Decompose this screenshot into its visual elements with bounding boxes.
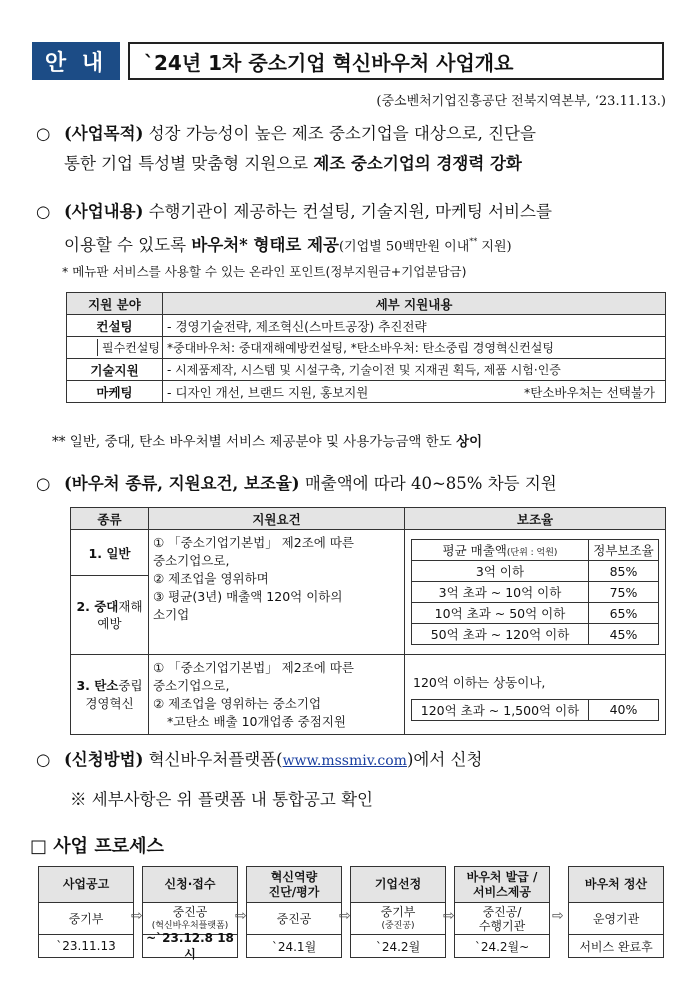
support-header-detail: 세부 지원내용 bbox=[163, 293, 666, 315]
apply-label: (신청방법) bbox=[64, 750, 144, 769]
process-step-agency-text: 중기부 bbox=[380, 904, 416, 919]
support-detail-note: *탄소바우처는 선택불가 bbox=[524, 384, 655, 400]
support-footnote-text: ** 일반, 중대, 탄소 바우처별 서비스 제공분야 및 사용가능금액 한도 bbox=[52, 434, 457, 450]
bullet-mark: ○ bbox=[36, 124, 51, 143]
support-detail bbox=[163, 381, 666, 403]
process-step bbox=[568, 866, 664, 958]
support-footnote bbox=[52, 430, 482, 450]
process-step-head: 혁신역량 진단/평가 bbox=[247, 867, 341, 903]
rate-value: 75% bbox=[589, 582, 659, 603]
process-step-agency bbox=[247, 903, 341, 935]
voucher-line bbox=[36, 470, 557, 498]
voucher-req-line: ② 제조업을 영위하며 bbox=[153, 571, 269, 586]
voucher-rate3-cell bbox=[405, 655, 666, 735]
apply-line bbox=[36, 746, 482, 775]
support-detail-text: - 디자인 개선, 브랜드 지원, 홍보지원 bbox=[167, 384, 369, 400]
process-step bbox=[454, 866, 550, 958]
voucher-header-rate: 보조율 bbox=[405, 508, 666, 530]
table-row bbox=[67, 359, 666, 381]
support-footnote-bold: 상이 bbox=[456, 434, 483, 450]
process-arrow-icon: ⇨ bbox=[443, 908, 455, 924]
voucher-table bbox=[70, 507, 666, 735]
process-step-head: 바우처 발급 / 서비스제공 bbox=[455, 867, 549, 903]
voucher-rate-cell bbox=[405, 530, 666, 655]
rate-head-ratio: 정부보조율 bbox=[589, 540, 659, 561]
voucher-req3-cell bbox=[149, 655, 405, 735]
platform-link[interactable]: www.mssmiv.com bbox=[282, 753, 407, 769]
process-step-agency-sub: (혁신바우처플랫폼) bbox=[151, 920, 229, 931]
process-step-date: `24.1월 bbox=[271, 939, 317, 954]
process-arrow-icon: ⇨ bbox=[552, 908, 564, 924]
voucher-req-line: ① 「중소기업기본법」 제2조에 따른 bbox=[153, 659, 354, 675]
rate-value: 85% bbox=[589, 561, 659, 582]
process-step-head: 바우처 정산 bbox=[569, 867, 663, 903]
rate3-text: 120억 이하는 상동이나, bbox=[413, 674, 546, 690]
process-arrow-icon: ⇨ bbox=[339, 908, 351, 924]
table-row bbox=[412, 582, 659, 603]
support-field: 기술지원 bbox=[67, 359, 163, 381]
voucher-req-line: ② 제조업을 영위하는 중소기업 bbox=[153, 695, 322, 711]
content-text-1: 수행기관이 제공하는 컨설팅, 기술지원, 마케팅 서비스를 bbox=[143, 202, 552, 221]
process-step bbox=[246, 866, 342, 958]
rate3-table bbox=[411, 699, 659, 721]
process-step-agency bbox=[351, 903, 445, 935]
rate-value: 45% bbox=[589, 624, 659, 645]
process-step-date: `24.2월~ bbox=[474, 939, 530, 954]
purpose-line-1 bbox=[36, 120, 536, 148]
content-label: (사업내용) bbox=[64, 202, 144, 221]
rate-head-unit: (단위 : 억원) bbox=[506, 548, 558, 558]
support-field: 마케팅 bbox=[67, 381, 163, 403]
voucher-req-line: 중소기업으로, bbox=[153, 677, 230, 693]
process-arrow-icon: ⇨ bbox=[235, 908, 247, 924]
support-detail: - 경영기술전략, 제조혁신(스마트공장) 추진전략 bbox=[163, 315, 666, 337]
rate-range: 120억 초과 ~ 1,500억 이하 bbox=[412, 699, 589, 720]
process-step-date: `24.2월 bbox=[375, 939, 421, 954]
content-end: 지원) bbox=[477, 239, 512, 255]
voucher-text: 매출액에 따라 40~85% 차등 지원 bbox=[299, 474, 557, 493]
process-step-agency-text: 중진공 bbox=[276, 911, 312, 926]
support-detail: *중대바우처: 중대재해예방컨설팅, *탄소바우처: 탄소중립 경영혁신컨설팅 bbox=[163, 337, 666, 359]
voucher-type-safety bbox=[71, 576, 148, 654]
voucher-label: (바우처 종류, 지원요건, 보조율) bbox=[64, 474, 300, 493]
content-line-2 bbox=[64, 228, 512, 262]
table-row bbox=[412, 699, 659, 720]
voucher-type-safety-a: 2. 중대 bbox=[76, 599, 119, 614]
process-arrow-icon: ⇨ bbox=[131, 908, 143, 924]
support-field-sub: 필수컨설팅 bbox=[97, 339, 160, 356]
purpose-text-2: 통한 기업 특성별 맞춤형 지원으로 bbox=[64, 154, 314, 173]
support-header-field: 지원 분야 bbox=[67, 293, 163, 315]
rate-range: 3억 이하 bbox=[412, 561, 589, 582]
purpose-text-1: 성장 가능성이 높은 제조 중소기업을 대상으로, 진단을 bbox=[143, 124, 536, 143]
process-step-agency-sub: (중진공) bbox=[381, 920, 415, 931]
content-line-1 bbox=[36, 198, 552, 226]
apply-note: ※ 세부사항은 위 플랫폼 내 통합공고 확인 bbox=[70, 790, 373, 809]
voucher-type-general: 1. 일반 bbox=[71, 530, 148, 576]
apply-text: 혁신바우처플랫폼( bbox=[143, 750, 283, 769]
process-step bbox=[142, 866, 238, 961]
bullet-mark: ○ bbox=[36, 474, 51, 493]
rate-range: 3억 초과 ~ 10억 이하 bbox=[412, 582, 589, 603]
process-step-agency-text: 운영기관 bbox=[592, 911, 640, 926]
voucher-req-cell bbox=[149, 530, 405, 655]
support-table bbox=[66, 292, 666, 403]
voucher-req-line: ① 「중소기업기본법」 제2조에 따른 bbox=[153, 535, 354, 550]
voucher-header-req: 지원요건 bbox=[149, 508, 405, 530]
voucher-req-line: ③ 평균(3년) 매출액 120억 이하의 bbox=[153, 589, 343, 604]
process-step-head: 사업공고 bbox=[39, 867, 133, 903]
process-title: □ 사업 프로세스 bbox=[30, 836, 164, 857]
support-detail: - 시제품제작, 시스템 및 시설구축, 기술이전 및 지재권 획득, 제품 시험·인증 bbox=[163, 359, 666, 381]
table-row bbox=[67, 337, 666, 359]
content-sup: ** bbox=[469, 237, 478, 246]
rate-table bbox=[411, 539, 659, 645]
purpose-label: (사업목적) bbox=[64, 124, 144, 143]
support-field bbox=[67, 337, 163, 359]
voucher-type-carbon-line2: 경영혁신 bbox=[85, 695, 134, 711]
voucher-type-safety-line1 bbox=[76, 598, 142, 615]
voucher-type-safety-b: 재해 bbox=[118, 599, 143, 614]
voucher-type-carbon-line1 bbox=[71, 677, 148, 695]
voucher-type-carbon-a: 3. 탄소 bbox=[76, 677, 119, 693]
bullet-mark: ○ bbox=[36, 202, 51, 221]
table-row bbox=[412, 624, 659, 645]
page-title: `24년 1차 중소기업 혁신바우처 사업개요 bbox=[128, 42, 664, 80]
voucher-type-carbon bbox=[71, 655, 149, 735]
process-step-date: `23.11.13 bbox=[56, 939, 116, 953]
apply-text-end: )에서 신청 bbox=[406, 750, 483, 769]
rate-value: 40% bbox=[589, 699, 659, 720]
process-step-agency bbox=[569, 903, 663, 935]
process-step-agency-text: 중기부 bbox=[68, 911, 104, 926]
process-step-agency-text: 중진공 bbox=[172, 904, 208, 919]
content-footnote: * 메뉴판 서비스를 사용할 수 있는 온라인 포인트(정부지원금+기업분담금) bbox=[62, 264, 467, 279]
source-line: (중소벤처기업진흥공단 전북지역본부, ‘23.11.13.) bbox=[376, 94, 666, 109]
voucher-type-carbon-b: 중립 bbox=[118, 677, 143, 693]
process-step-agency bbox=[455, 903, 549, 935]
voucher-req-line: 중소기업으로, bbox=[153, 553, 230, 568]
purpose-line-2 bbox=[64, 150, 522, 178]
rate-range: 10억 초과 ~ 50억 이하 bbox=[412, 603, 589, 624]
table-row bbox=[67, 381, 666, 403]
table-row bbox=[412, 561, 659, 582]
process-step-agency bbox=[39, 903, 133, 935]
process-step bbox=[38, 866, 134, 958]
rate-range: 50억 초과 ~ 120억 이하 bbox=[412, 624, 589, 645]
purpose-highlight: 제조 중소기업의 경쟁력 강화 bbox=[313, 154, 522, 173]
process-step-agency-text: 중진공/ 수행기관 bbox=[478, 904, 526, 933]
content-highlight: 바우처* 형태로 제공 bbox=[191, 235, 339, 255]
voucher-req-line: 소기업 bbox=[153, 607, 190, 622]
process-step bbox=[350, 866, 446, 958]
notice-badge: 안 내 bbox=[32, 42, 120, 80]
rate-head-sales bbox=[412, 540, 589, 561]
process-step-date: 서비스 완료후 bbox=[579, 939, 653, 954]
table-row bbox=[67, 315, 666, 337]
process-step-date: ~`23.12.8 18시 bbox=[146, 930, 234, 961]
process-step-head: 기업선정 bbox=[351, 867, 445, 903]
rate-head-sales-text: 평균 매출액 bbox=[442, 543, 507, 558]
voucher-req-line: *고탄소 배출 10개업종 중점지원 bbox=[167, 713, 346, 729]
rate-value: 65% bbox=[589, 603, 659, 624]
content-tail: (기업별 50백만원 이내 bbox=[338, 239, 470, 255]
voucher-types-cell bbox=[71, 530, 149, 655]
process-step-head: 신청·접수 bbox=[143, 867, 237, 903]
voucher-header-type: 종류 bbox=[71, 508, 149, 530]
support-field: 컨설팅 bbox=[67, 315, 163, 337]
bullet-mark: ○ bbox=[36, 750, 51, 769]
content-text-2: 이용할 수 있도록 bbox=[64, 235, 192, 255]
voucher-type-safety-line2: 예방 bbox=[97, 616, 122, 631]
table-row bbox=[412, 603, 659, 624]
